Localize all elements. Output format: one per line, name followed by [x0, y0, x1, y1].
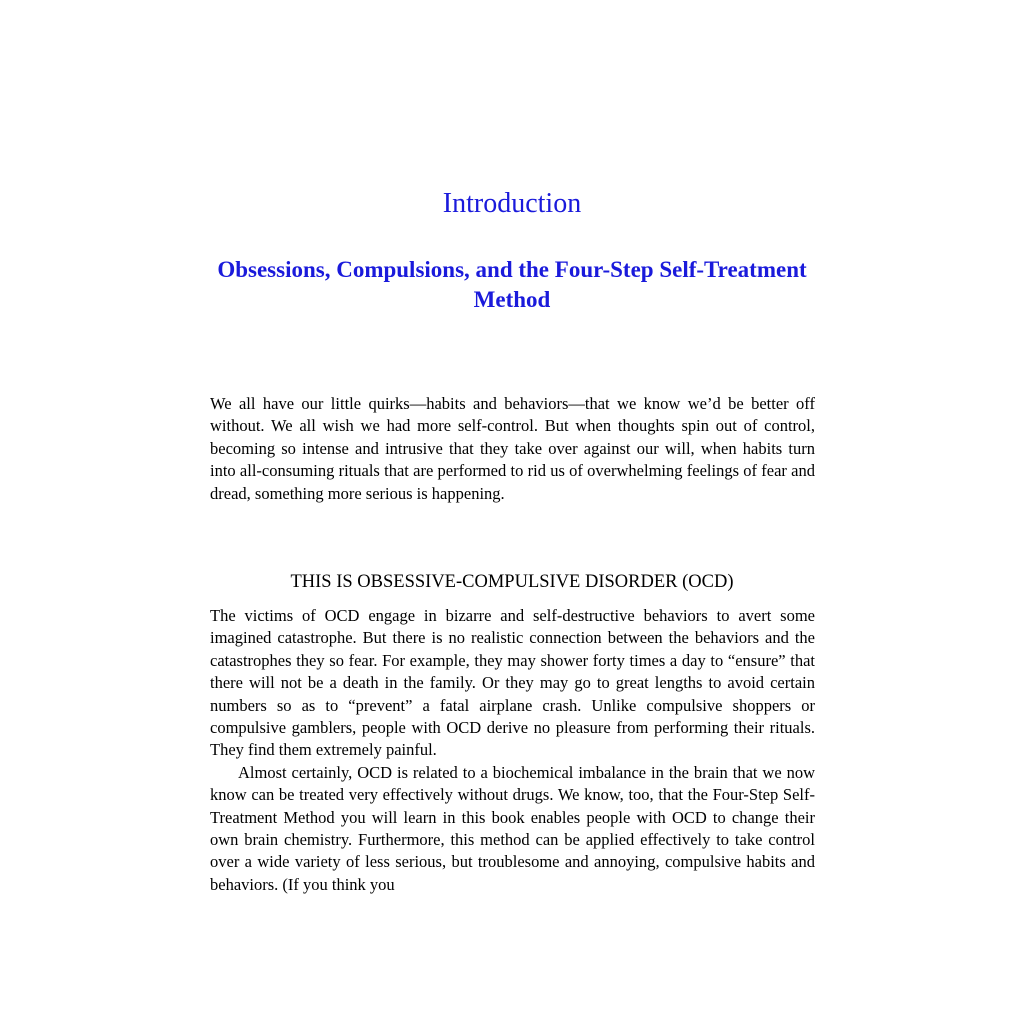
- section-paragraph-2: Almost certainly, OCD is related to a biochemical imbalance in the brain that we now know can be treated very effectively without drugs. We know, too, that the Four-Step Self-Treatment Method you will learn in this book enables people with OCD to change their own brain chemistry. Furthermore, this method can be applied effectively to take control over a wide variety of less serious, but troublesome and annoying, compulsive habits and behaviors. (If you think you: [210, 762, 815, 894]
- section-body: [210, 605, 815, 896]
- chapter-title: Introduction: [442, 188, 582, 219]
- section-paragraph-1: The victims of OCD engage in bizarre and self-destructive behaviors to avert some imagined catastrophe. But there is no realistic connection between the behaviors and the catastrophes they so fear. For example, they may shower forty times a day to “ensure” that there will not be a death in the family. Or they may go to great lengths to avoid certain numbers so as to “prevent” a fatal airplane crash. Unlike compulsive shoppers or compulsive gamblers, people with OCD derive no pleasure from performing their rituals. They find them extremely painful.: [210, 606, 815, 760]
- chapter-subtitle: Obsessions, Compulsions, and the Four-Step Self-Treatment Method: [217, 257, 807, 312]
- section-heading: THIS IS OBSESSIVE-COMPULSIVE DISORDER (OCD): [290, 572, 734, 592]
- intro-paragraph: We all have our little quirks—habits and behaviors—that we know we’d be better off without. We all wish we had more self-control. But when thoughts spin out of control, becoming so intense and intrusive that they take over against our will, when habits turn into all-consuming rituals that are performed to rid us of overwhelming feelings of fear and dread, something more serious is happening.: [210, 394, 815, 503]
